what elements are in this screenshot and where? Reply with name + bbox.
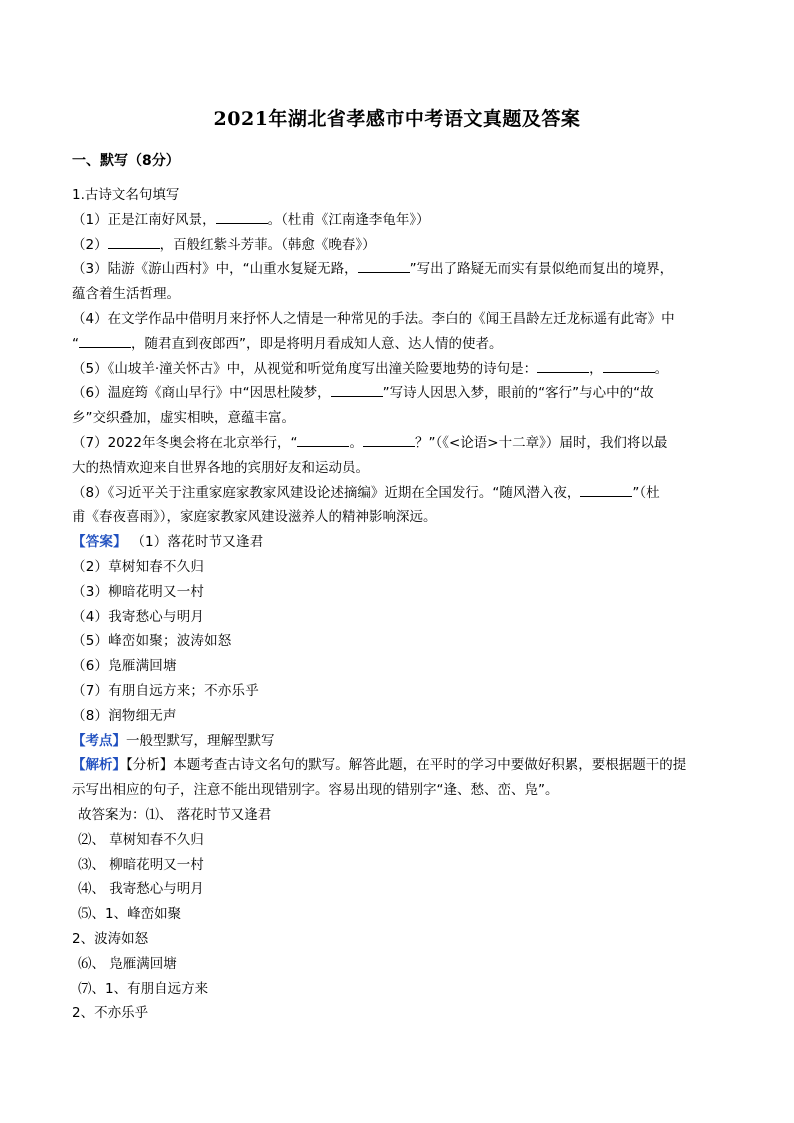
question-item-3-cont: 蕴含着生活哲理。	[72, 286, 180, 303]
explanation-line: ⑷、 我寄愁心与明月	[78, 881, 204, 898]
section-heading: 一、默写（8分）	[72, 153, 180, 169]
question-item-3: （3）陆游《游山西村》中，“山重水复疑无路， ”写出了路疑无而实有景似绝而复出的境界，	[72, 257, 722, 282]
answer-line: （2）草树知春不久归	[72, 558, 205, 575]
question-item-7-cont: 大的热情欢迎来自世界各地的宾朋好友和运动员。	[72, 459, 369, 476]
answer-line: （5）峰峦如聚；波涛如怒	[72, 633, 232, 650]
question-item-4-cont: “ ，随君直到夜郎西”，即是将明月看成知人意、达人情的使者。	[72, 332, 722, 357]
explanation-line: ⑺、1、有朋自远方来	[78, 980, 209, 997]
answer-blank	[537, 358, 589, 373]
question-item-7: （7）2022年冬奥会将在北京举行，“ 。 ？”（《<论语>十二章》）届时，我们将以最	[72, 431, 722, 456]
answer-blank	[358, 258, 410, 273]
answer-blank	[108, 234, 160, 249]
answer-blank	[216, 209, 268, 224]
question-item-1: （1）正是江南好风景， 。（杜甫《江南逢李龟年》）	[72, 208, 722, 233]
question-item-8-cont: 甫《春夜喜雨》），家庭家教家风建设滋养人的精神影响深远。	[72, 509, 437, 526]
explanation-line: ⑸、1、峰峦如聚	[78, 906, 182, 923]
explanation-line: ⑵、 草树知春不久归	[78, 831, 204, 848]
explanation-line: 2、不亦乐乎	[72, 1005, 149, 1022]
answer-blank	[331, 382, 383, 397]
explanation-line: 故答案为：⑴、 落花时节又逢君	[78, 806, 272, 823]
answer-blank	[79, 333, 131, 348]
jiexi-line-cont: 示写出相应的句子，注意不能出现错别字。容易出现的错别字“逢、愁、峦、凫”。	[72, 782, 559, 799]
kaodian-label: 【考点】	[72, 732, 126, 749]
explanation-line: ⑹、 凫雁满回塘	[78, 955, 177, 972]
answer-label: 【答案】	[72, 534, 127, 551]
question-item-4: （4）在文学作品中借明月来抒怀人之情是一种常见的手法。李白的《闻王昌龄左迁龙标遥有此寄》中	[72, 310, 675, 327]
answer-line: （4）我寄愁心与明月	[72, 608, 205, 625]
question-item-2: （2） ，百般红紫斗芳菲。（韩愈《晚春》）	[72, 233, 722, 258]
answer-line: （7）有朋自远方来；不亦乐乎	[72, 682, 259, 699]
explanation-line: 2、波涛如怒	[72, 930, 149, 947]
jiexi-label: 【解析】	[72, 757, 126, 774]
question-item-5: （5）《山坡羊·潼关怀古》中，从视觉和听觉角度写出潼关险要地势的诗句是： ， 。	[72, 357, 722, 382]
question-item-6-cont: 乡”交织叠加，虚实相映，意蕴丰富。	[72, 410, 295, 427]
answer-line: （6）凫雁满回塘	[72, 658, 177, 675]
answer-blank	[297, 432, 349, 447]
explanation-line: ⑶、 柳暗花明又一村	[78, 856, 204, 873]
answer-first-line: 【答案】 （1）落花时节又逢君	[72, 534, 264, 551]
kaodian-line: 【考点】一般型默写，理解型默写	[72, 732, 275, 749]
jiexi-line: 【解析】【分析】本题考查古诗文名句的默写。解答此题，在平时的学习中要做好积累，要根据题干的提	[72, 757, 687, 774]
answer-line: （8）润物细无声	[72, 707, 177, 724]
question-item-8: （8）《习近平关于注重家庭家教家风建设论述摘编》近期在全国发行。“随风潜入夜， ”（杜	[72, 481, 722, 506]
answer-blank	[580, 482, 632, 497]
answer-blank	[603, 358, 655, 373]
page-title: 2021年湖北省孝感市中考语文真题及答案	[213, 108, 581, 130]
question-item-6: （6）温庭筠《商山早行》中“因思杜陵梦， ”写诗人因思入梦，眼前的“客行”与心中的“故	[72, 381, 722, 406]
answer-blank	[363, 432, 415, 447]
document-body	[72, 183, 722, 1026]
question-heading: 1.古诗文名句填写	[72, 187, 180, 203]
answer-line: （3）柳暗花明又一村	[72, 583, 205, 600]
